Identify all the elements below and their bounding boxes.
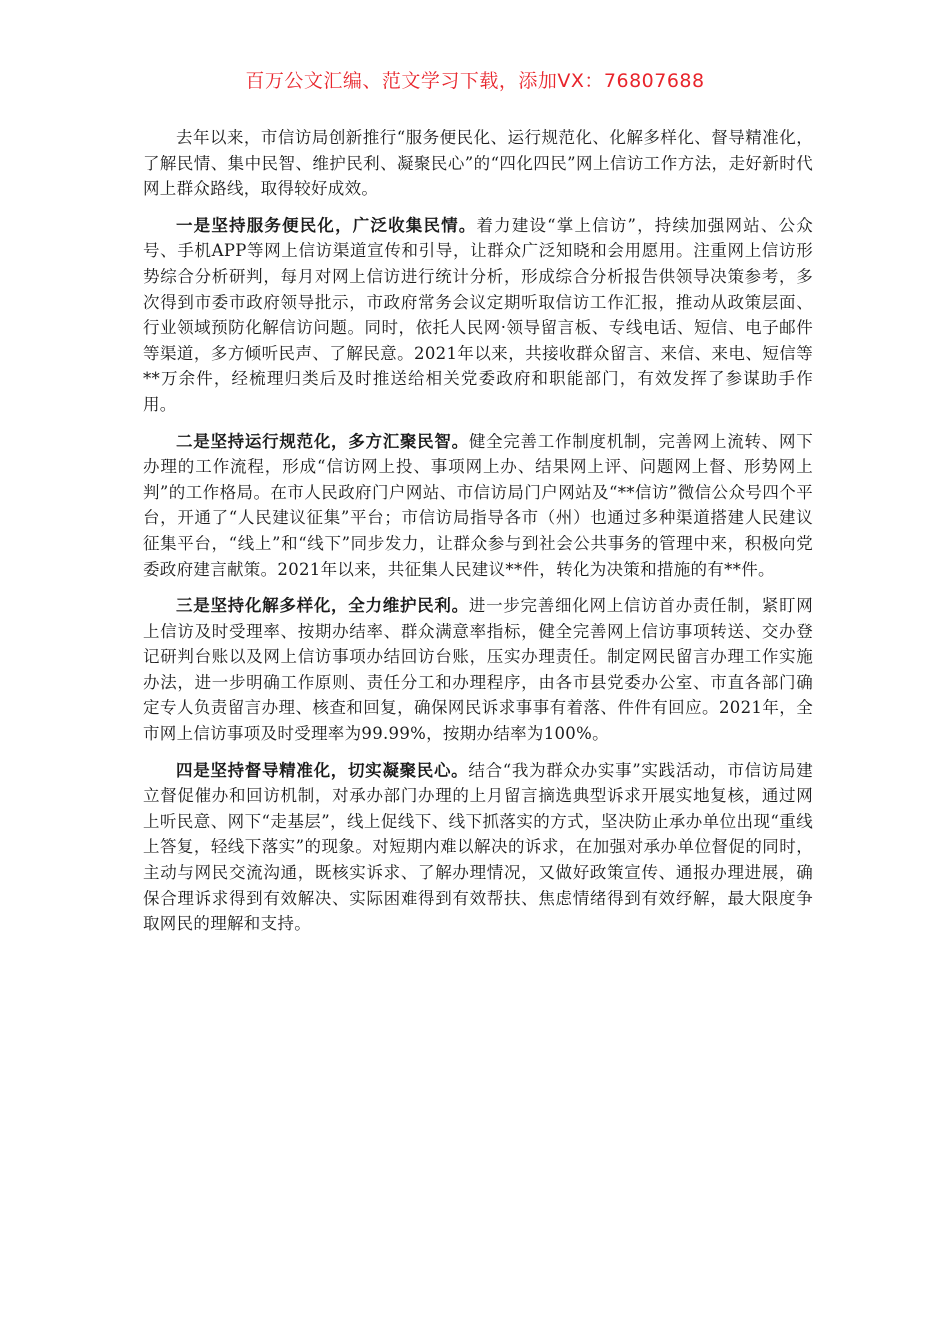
- section-heading-4: 四是坚持督导精准化，切实凝聚民心。: [176, 760, 469, 780]
- section-heading-3: 三是坚持化解多样化，全力维护民利。: [176, 596, 469, 616]
- section-heading-2: 二是坚持运行规范化，多方汇聚民智。: [176, 431, 469, 451]
- section-body-1: 着力建设“掌上信访”，持续加强网站、公众号、手机APP等网上信访渠道宣传和引导，让群众广泛知晓和会用愿用。注重网上信访形势综合分析研判，每月对网上信访进行统计分析，形成综合分析报告供领导决策参考，多次得到市委市政府领导批示，市政府常务会议定期听取信访工作汇报，推动从政策层面、行业领域预防化解信访问题。同时，依托人民网·领导留言板、专线电话、短信、电子邮件等渠道，多方倾听民声、了解民意。2021年以来，共接收群众留言、来信、来电、短信等**万余件，经梳理归类后及时推送给相关党委政府和职能部门，有效发挥了参谋助手作用。: [143, 215, 813, 414]
- section-body-2: 健全完善工作制度机制，完善网上流转、网下办理的工作流程，形成“信访网上投、事项网上办、结果网上评、问题网上督、形势网上判”的工作格局。在市人民政府门户网站、市信访局门户网站及“**信访”微信公众号四个平台，开通了“人民建议征集”平台；市信访局指导各市（州）也通过多种渠道搭建人民建议征集平台，“线上”和“线下”同步发力，让群众参与到社会公共事务的管理中来，积极向党委政府建言献策。2021年以来，共征集人民建议**件，转化为决策和措施的有**件。: [143, 431, 813, 579]
- section-paragraph-2: [143, 429, 813, 583]
- document-body: [143, 125, 813, 948]
- section-body-4: 结合“我为群众办实事”实践活动，市信访局建立督促催办和回访机制，对承办部门办理的上月留言摘选典型诉求开展实地复核，通过网上听民意、网下“走基层”，线上促线下、线下抓落实的方式，坚决防止承办单位出现“重线上答复，轻线下落实”的现象。对短期内难以解决的诉求，在加强对承办单位督促的同时，主动与网民交流沟通，既核实诉求、了解办理情况，又做好政策宣传、通报办理进展，确保合理诉求得到有效解决、实际困难得到有效帮扶、焦虑情绪得到有效纾解，最大限度争取网民的理解和支持。: [143, 760, 814, 934]
- intro-paragraph: 去年以来，市信访局创新推行“服务便民化、运行规范化、化解多样化、督导精准化，了解民情、集中民智、维护民利、凝聚民心”的“四化四民”网上信访工作方法，走好新时代网上群众路线，取得较好成效。: [143, 128, 813, 199]
- section-body-3: 进一步完善细化网上信访首办责任制，紧盯网上信访及时受理率、按期办结率、群众满意率指标，健全完善网上信访事项转送、交办登记研判台账以及网上信访事项办结回访台账，压实办理责任。制定网民留言办理工作实施办法，进一步明确工作原则、责任分工和办理程序，由各市县党委办公室、市直各部门确定专人负责留言办理、核查和回复，确保网民诉求事事有着落、件件有回应。2021年，全市网上信访事项及时受理率为99.99%，按期办结率为100%。: [143, 596, 813, 744]
- section-paragraph-4: [143, 758, 813, 937]
- section-paragraph-3: [143, 593, 813, 747]
- section-heading-1: 一是坚持服务便民化，广泛收集民情。: [176, 215, 477, 235]
- section-paragraph-1: [143, 213, 813, 418]
- download-banner: 百万公文汇编、范文学习下载，添加VX：76807688: [245, 70, 705, 92]
